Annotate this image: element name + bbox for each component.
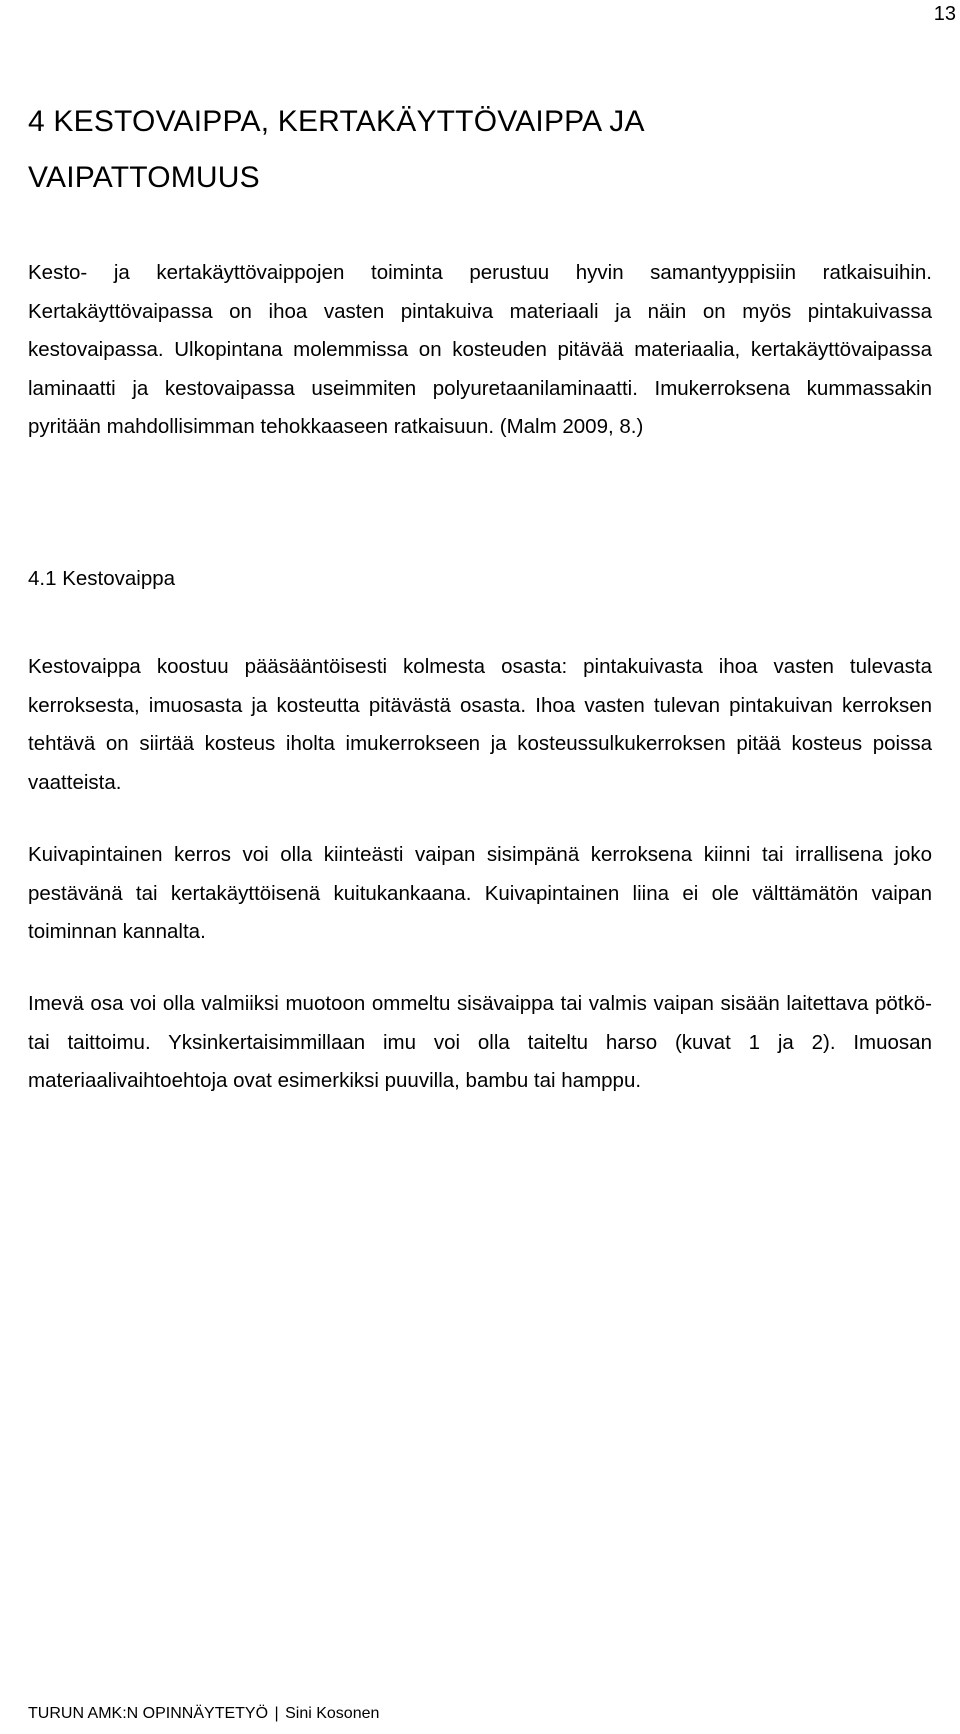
section-paragraph-2: Kuivapintainen kerros voi olla kiinteästi vaipan sisimpänä kerroksena kiinni tai irrallisena joko pestävänä tai kertakäyttöisenä kuitukankaana. Kuivapintainen liina ei ole välttämätön vaipan toiminnan kannalta.: [28, 843, 932, 944]
chapter-title: [28, 94, 908, 206]
footer: [28, 1704, 379, 1724]
footer-separator: |: [274, 1705, 279, 1722]
intro-paragraph: Kesto- ja kertakäyttövaippojen toiminta perustuu hyvin samantyyppisiin ratkaisuihin. Kertakäyttövaipassa on ihoa vasten pintakuiva materiaali ja näin on myös pintakuivassa kestovaipassa. Ulkopintana molemmissa on kosteuden pitävää materiaalia, kertakäyttövaipassa laminaatti ja kestovaipassa useimmiten polyuretaanilaminaatti. Imukerroksena kummassakin pyritään mahdollisimman tehokkaaseen ratkaisuun. (Malm 2009, 8.): [28, 261, 932, 439]
section-heading: 4.1 Kestovaippa: [28, 567, 176, 590]
chapter-title-line1: 4 KESTOVAIPPA, KERTAKÄYTTÖVAIPPA JA: [28, 105, 645, 138]
section-paragraph-1: Kestovaippa koostuu pääsääntöisesti kolmesta osasta: pintakuivasta ihoa vasten tulevasta kerroksesta, imuosasta ja kosteutta pitävästä osasta. Ihoa vasten tulevan pintakuivan kerroksen tehtävä on siirtää kosteus iholta imukerrokseen ja kosteussulkukerroksen pitää kosteus poissa vaatteista.: [28, 655, 932, 794]
footer-institution: TURUN AMK:N OPINNÄYTETYÖ: [28, 1705, 269, 1722]
footer-author: Sini Kosonen: [285, 1705, 380, 1722]
chapter-title-line2: VAIPATTOMUUS: [28, 161, 260, 194]
page-number: 13: [933, 3, 956, 25]
section-paragraph-3: Imevä osa voi olla valmiiksi muotoon ommeltu sisävaippa tai valmis vaipan sisään laitettava pötkö- tai taittoimu. Yksinkertaisimmillaan imu voi olla taiteltu harso (kuvat 1 ja 2). Imuosan materiaalivaihtoehtoja ovat esimerkiksi puuvilla, bambu tai hamppu.: [28, 992, 932, 1093]
